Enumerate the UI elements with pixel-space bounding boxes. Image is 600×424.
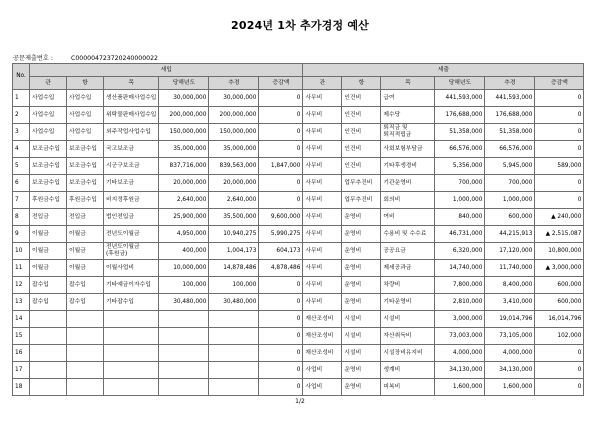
expense-supplement: 44,215,913 [485,226,535,243]
row-no: 16 [13,345,30,362]
income-hang: 사업수입 [67,107,104,124]
income-current: 400,000 [159,243,209,260]
expense-supplement: 5,945,000 [485,158,535,175]
income-current: 2,640,000 [159,192,209,209]
income-change: 4,878,486 [259,260,303,277]
income-change: 0 [259,90,303,107]
expense-change: 0 [535,90,584,107]
expense-hang: 시설비 [342,311,381,328]
page-number: 1/2 [295,398,305,405]
income-supplement: 35,500,000 [209,209,259,226]
table-row [13,260,584,277]
expense-gwan: 사무비 [303,175,342,192]
income-supplement: 150,000,000 [209,124,259,141]
expense-supplement: 34,130,000 [485,362,535,379]
row-no: 18 [13,379,30,396]
expense-change-header: 증감액 [535,77,584,90]
row-no: 7 [13,192,30,209]
table-row [13,141,584,158]
expense-mok: 공공요금 [381,243,435,260]
income-hang [67,345,104,362]
expense-current: 2,810,000 [435,294,485,311]
income-mok: 시군구보조금 [104,158,159,175]
income-mok: 기타예금이자수입 [104,277,159,294]
row-no: 2 [13,107,30,124]
income-gwan: 보조금수입 [30,175,67,192]
expense-mok: 급여 [381,90,435,107]
expense-current: 6,320,000 [435,243,485,260]
income-gwan: 이월금 [30,243,67,260]
income-current: 4,950,000 [159,226,209,243]
income-gwan: 이월금 [30,226,67,243]
income-supplement: 1,004,173 [209,243,259,260]
income-supplement: 2,640,000 [209,192,259,209]
expense-mok: 제세공과금 [381,260,435,277]
row-no: 4 [13,141,30,158]
expense-current: 3,000,000 [435,311,485,328]
expense-change: ▲ 2,515,087 [535,226,584,243]
income-change: 0 [259,345,303,362]
expense-mok: 퇴직금 및 퇴직적립금 [381,124,435,141]
expense-current: 700,000 [435,175,485,192]
table-row [13,362,584,379]
expense-mok: 기타운영비 [381,294,435,311]
income-supplement [209,379,259,396]
income-current: 150,000,000 [159,124,209,141]
income-supplement: 14,878,486 [209,260,259,277]
income-hang-header: 항 [67,77,104,90]
row-no: 8 [13,209,30,226]
income-current: 837,716,000 [159,158,209,175]
expense-current: 7,800,000 [435,277,485,294]
income-mok: 전년도이월금 [104,226,159,243]
income-supplement [209,362,259,379]
expense-gwan: 사무비 [303,226,342,243]
expense-hang: 운영비 [342,379,381,396]
income-supplement: 839,563,000 [209,158,259,175]
income-change: 0 [259,311,303,328]
table-row [13,192,584,209]
expense-gwan: 재산조성비 [303,345,342,362]
income-gwan [30,328,67,345]
expense-mok: 수용비 및 수수료 [381,226,435,243]
income-header: 세입 [30,64,303,77]
expense-change: 16,014,796 [535,311,584,328]
income-gwan: 전입금 [30,209,67,226]
expense-hang: 인건비 [342,158,381,175]
income-current [159,362,209,379]
row-no: 6 [13,175,30,192]
expense-change: 0 [535,175,584,192]
expense-current: 73,003,000 [435,328,485,345]
row-no: 17 [13,362,30,379]
budget-table [12,63,584,396]
income-change: 9,600,000 [259,209,303,226]
income-mok: 국고보조금 [104,141,159,158]
expense-supplement: 4,000,000 [485,345,535,362]
expense-mok: 차량비 [381,277,435,294]
income-supplement: 30,480,000 [209,294,259,311]
income-hang [67,328,104,345]
document-number-label: 공문제출번호 : [13,55,53,62]
income-change: 0 [259,328,303,345]
table-row [13,124,584,141]
row-no: 10 [13,243,30,260]
expense-gwan: 재산조성비 [303,328,342,345]
income-gwan: 사업수입 [30,124,67,141]
expense-mok: 시설비 [381,311,435,328]
income-mok: 외주작업사업수입 [104,124,159,141]
expense-hang: 운영비 [342,209,381,226]
income-current: 200,000,000 [159,107,209,124]
expense-supplement: 1,600,000 [485,379,535,396]
expense-mok: 여비 [381,209,435,226]
expense-supplement: 176,688,000 [485,107,535,124]
row-no: 11 [13,260,30,277]
income-gwan [30,311,67,328]
income-change: 0 [259,277,303,294]
income-hang: 잡수입 [67,294,104,311]
row-no: 9 [13,226,30,243]
income-hang: 잡수입 [67,277,104,294]
expense-gwan: 사무비 [303,209,342,226]
expense-gwan: 사무비 [303,294,342,311]
income-current: 30,480,000 [159,294,209,311]
expense-supplement-header: 추경 [485,77,535,90]
table-row [13,311,584,328]
income-current: 25,900,000 [159,209,209,226]
expense-mok: 사회보험부담금 [381,141,435,158]
income-gwan-header: 관 [30,77,67,90]
income-current [159,311,209,328]
expense-change: 0 [535,362,584,379]
expense-change: ▲ 240,000 [535,209,584,226]
expense-current: 46,731,000 [435,226,485,243]
income-gwan [30,345,67,362]
income-supplement [209,345,259,362]
income-hang: 보조금수입 [67,158,104,175]
expense-gwan: 사무비 [303,277,342,294]
income-gwan: 사업수입 [30,90,67,107]
row-no: 15 [13,328,30,345]
expense-gwan: 사무비 [303,192,342,209]
income-change-header: 증감액 [259,77,303,90]
document-number-value: C000004723720240000022 [71,55,158,62]
expense-change: 589,000 [535,158,584,175]
income-mok: 법인전입금 [104,209,159,226]
income-hang: 이월금 [67,260,104,277]
expense-header: 세출 [303,64,584,77]
expense-mok: 기관운영비 [381,175,435,192]
income-gwan [30,362,67,379]
expense-supplement: 600,000 [485,209,535,226]
expense-gwan: 사무비 [303,141,342,158]
expense-gwan-header: 관 [303,77,342,90]
expense-hang-header: 항 [342,77,381,90]
income-change: 0 [259,107,303,124]
income-mok [104,379,159,396]
income-change: 0 [259,141,303,158]
income-mok: 비지정후원금 [104,192,159,209]
expense-change: 10,800,000 [535,243,584,260]
table-row [13,226,584,243]
expense-hang: 인건비 [342,90,381,107]
income-hang [67,362,104,379]
income-current: 35,000,000 [159,141,209,158]
income-change: 604,173 [259,243,303,260]
expense-change: ▲ 3,000,000 [535,260,584,277]
expense-hang: 업무추진비 [342,175,381,192]
expense-change: 600,000 [535,277,584,294]
income-current: 20,000,000 [159,175,209,192]
expense-hang: 인건비 [342,107,381,124]
income-supplement: 100,000 [209,277,259,294]
expense-hang: 업무추진비 [342,192,381,209]
income-gwan [30,379,67,396]
expense-hang: 운영비 [342,277,381,294]
income-hang: 보조금수입 [67,141,104,158]
income-hang: 후원금수입 [67,192,104,209]
income-gwan: 후원금수입 [30,192,67,209]
income-current-header: 당해년도 [159,77,209,90]
expense-supplement: 73,105,000 [485,328,535,345]
expense-hang: 인건비 [342,141,381,158]
income-change: 5,990,275 [259,226,303,243]
income-current [159,345,209,362]
income-current [159,379,209,396]
row-no: 13 [13,294,30,311]
income-hang: 이월금 [67,226,104,243]
expense-hang: 운영비 [342,226,381,243]
income-change: 0 [259,294,303,311]
income-supplement: 30,000,000 [209,90,259,107]
income-supplement: 200,000,000 [209,107,259,124]
no-header: No. [13,64,30,90]
income-gwan: 사업수입 [30,107,67,124]
row-no: 14 [13,311,30,328]
expense-current: 5,356,000 [435,158,485,175]
expense-gwan: 사무비 [303,90,342,107]
table-row [13,294,584,311]
expense-gwan: 사업비 [303,379,342,396]
expense-gwan: 사무비 [303,107,342,124]
expense-current: 51,358,000 [435,124,485,141]
table-row [13,158,584,175]
row-no: 3 [13,124,30,141]
income-mok: 위탁물판매사업수입 [104,107,159,124]
income-gwan: 잡수입 [30,294,67,311]
expense-hang: 운영비 [342,260,381,277]
document-number-line [13,53,158,62]
expense-supplement: 19,014,796 [485,311,535,328]
income-change: 0 [259,379,303,396]
expense-supplement: 1,000,000 [485,192,535,209]
table-row [13,379,584,396]
income-mok-header: 목 [104,77,159,90]
row-no: 12 [13,277,30,294]
income-change: 0 [259,124,303,141]
expense-supplement: 3,410,000 [485,294,535,311]
expense-current: 66,576,000 [435,141,485,158]
expense-mok: 자산취득비 [381,328,435,345]
expense-gwan: 사무비 [303,124,342,141]
expense-mok: 회의비 [381,192,435,209]
income-gwan: 보조금수입 [30,141,67,158]
income-mok: 생산품판매사업수입 [104,90,159,107]
income-gwan: 이월금 [30,260,67,277]
income-hang [67,311,104,328]
row-no: 5 [13,158,30,175]
income-gwan: 잡수입 [30,277,67,294]
expense-change: 0 [535,379,584,396]
expense-supplement: 17,120,000 [485,243,535,260]
expense-hang: 운영비 [342,362,381,379]
expense-current: 14,740,000 [435,260,485,277]
document-title: 2024년 1차 추가경정 예산 [231,19,369,32]
income-supplement: 20,000,000 [209,175,259,192]
expense-gwan: 재산조성비 [303,311,342,328]
expense-mok: 시설장비유지비 [381,345,435,362]
expense-hang: 인건비 [342,124,381,141]
expense-current: 1,600,000 [435,379,485,396]
expense-hang: 시설비 [342,328,381,345]
income-current: 30,000,000 [159,90,209,107]
expense-gwan: 사무비 [303,260,342,277]
income-mok [104,345,159,362]
expense-change: 0 [535,141,584,158]
expense-supplement: 441,593,000 [485,90,535,107]
income-current: 10,000,000 [159,260,209,277]
expense-current: 840,000 [435,209,485,226]
table-row [13,345,584,362]
income-mok: 이월사업비 [104,260,159,277]
expense-current: 4,000,000 [435,345,485,362]
income-hang: 사업수입 [67,124,104,141]
income-mok: 기타보조금 [104,175,159,192]
income-supplement-header: 추경 [209,77,259,90]
expense-current: 176,688,000 [435,107,485,124]
expense-current: 1,000,000 [435,192,485,209]
income-hang: 보조금수입 [67,175,104,192]
income-current: 100,000 [159,277,209,294]
income-change: 1,847,000 [259,158,303,175]
expense-change: 0 [535,107,584,124]
income-change: 0 [259,175,303,192]
expense-change: 600,000 [535,294,584,311]
income-supplement [209,311,259,328]
income-mok: 기타잡수입 [104,294,159,311]
expense-mok: 피복비 [381,379,435,396]
income-current [159,328,209,345]
expense-supplement: 66,576,000 [485,141,535,158]
expense-change: 0 [535,192,584,209]
expense-current: 441,593,000 [435,90,485,107]
income-mok: 전년도이월금(후원금) [104,243,159,260]
table-row [13,90,584,107]
income-mok [104,362,159,379]
expense-gwan: 사무비 [303,158,342,175]
expense-hang: 운영비 [342,294,381,311]
expense-hang: 운영비 [342,243,381,260]
income-mok [104,328,159,345]
income-supplement [209,328,259,345]
income-change: 0 [259,192,303,209]
expense-gwan: 사무비 [303,243,342,260]
expense-mok: 생계비 [381,362,435,379]
row-no: 1 [13,90,30,107]
expense-supplement: 51,358,000 [485,124,535,141]
expense-mok: 기타후생경비 [381,158,435,175]
expense-hang: 시설비 [342,345,381,362]
income-supplement: 10,940,275 [209,226,259,243]
expense-change: 102,000 [535,328,584,345]
expense-supplement: 8,400,000 [485,277,535,294]
expense-change: 0 [535,124,584,141]
income-hang: 사업수입 [67,90,104,107]
expense-gwan: 사업비 [303,362,342,379]
expense-mok-header: 목 [381,77,435,90]
expense-current-header: 당해년도 [435,77,485,90]
income-hang [67,379,104,396]
table-row [13,209,584,226]
table-row [13,107,584,124]
table-row [13,243,584,260]
income-supplement: 35,000,000 [209,141,259,158]
expense-current: 34,130,000 [435,362,485,379]
expense-supplement: 700,000 [485,175,535,192]
table-row [13,277,584,294]
income-hang: 전입금 [67,209,104,226]
income-mok [104,311,159,328]
income-change: 0 [259,362,303,379]
expense-change: 0 [535,345,584,362]
table-row [13,328,584,345]
expense-supplement: 11,740,000 [485,260,535,277]
table-row [13,175,584,192]
income-gwan: 보조금수입 [30,158,67,175]
income-hang: 이월금 [67,243,104,260]
expense-mok: 제수당 [381,107,435,124]
